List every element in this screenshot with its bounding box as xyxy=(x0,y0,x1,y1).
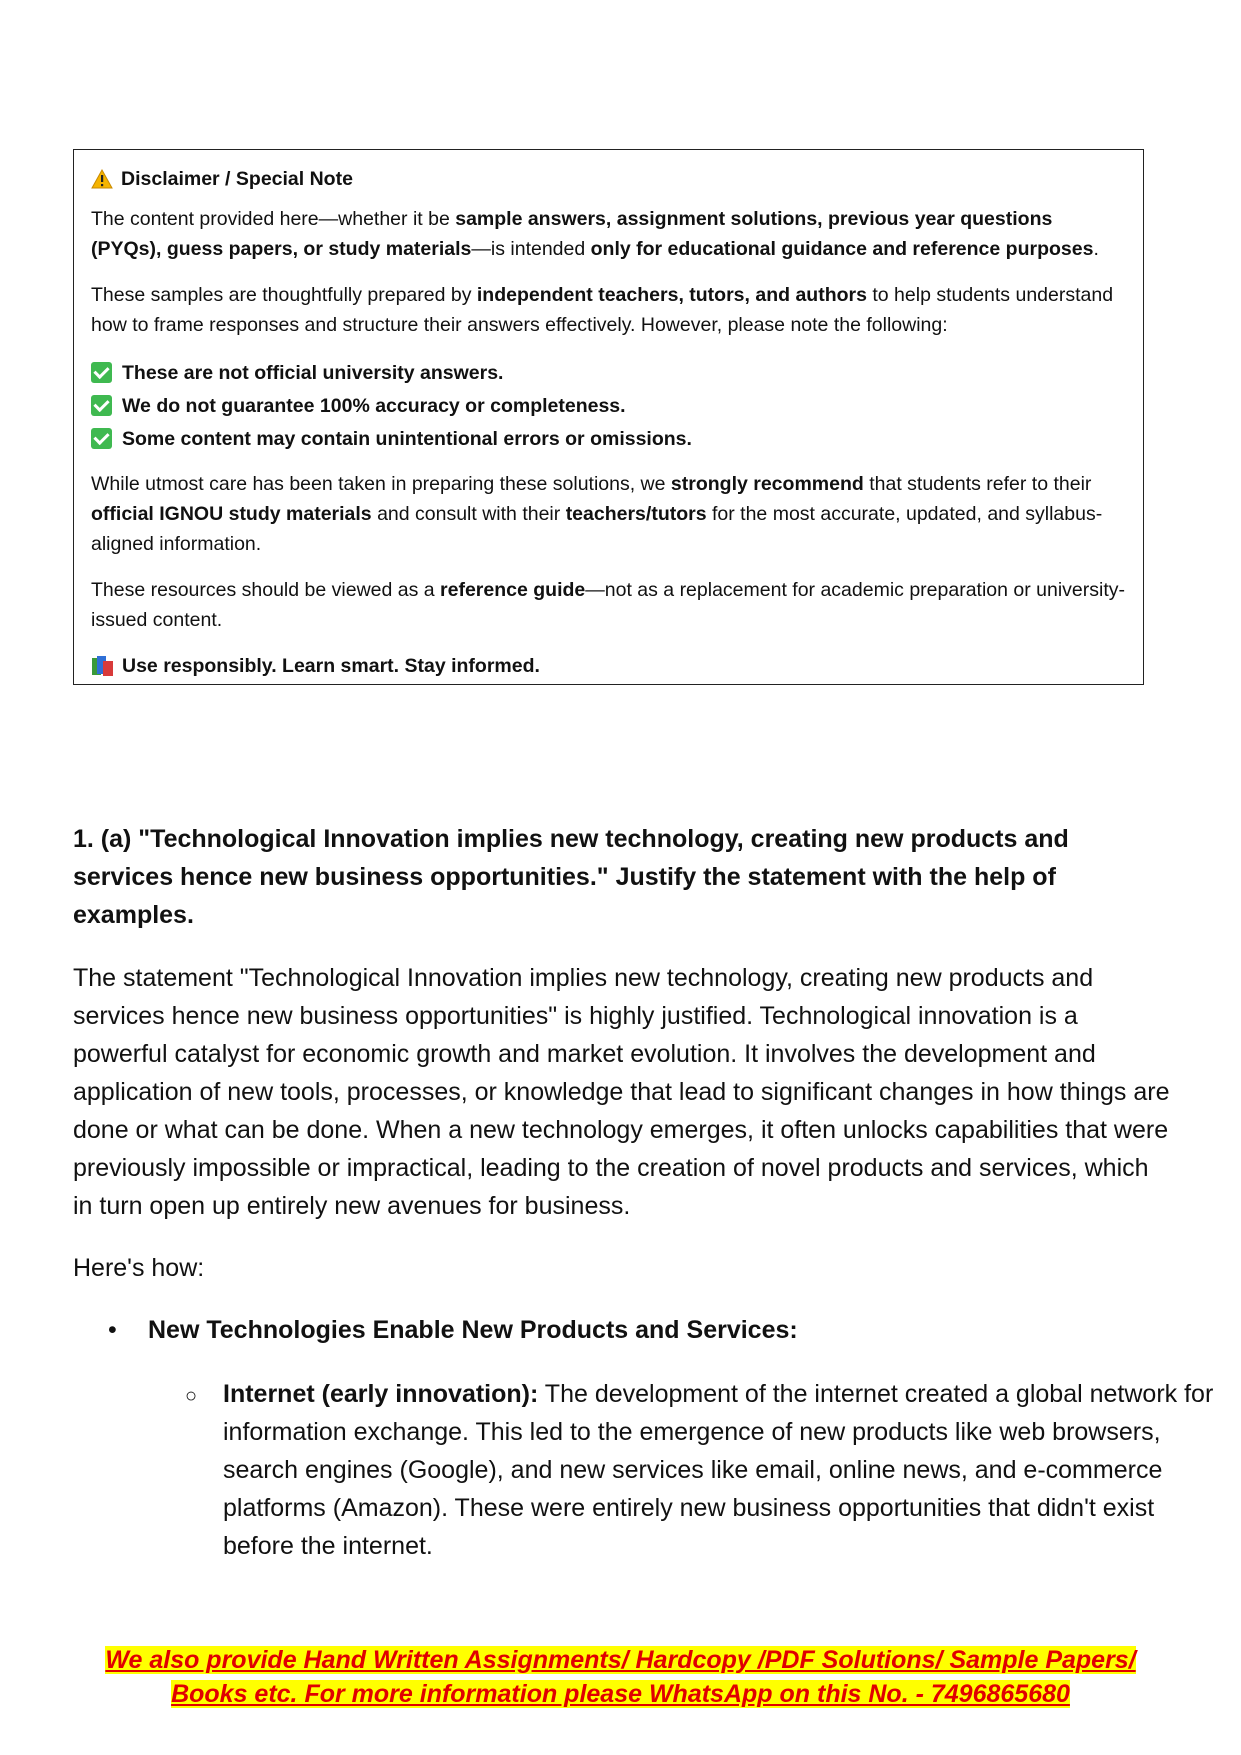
question-heading: 1. (a) "Technological Innovation implies new technology, creating new products and services hence new business opportunities." Justify the statement with the help of examples. xyxy=(73,825,1069,929)
disclaimer-box xyxy=(73,149,1144,685)
promo-banner xyxy=(0,1643,1241,1711)
promo-line-1: We also provide Hand Written Assignments/ Hardcopy /PDF Solutions/ Sample Papers/ xyxy=(105,1646,1136,1674)
warning-icon xyxy=(91,169,113,189)
disclaimer-title-text: Disclaimer / Special Note xyxy=(121,168,353,190)
check-mark-icon xyxy=(91,395,112,416)
circle-bullet-icon: ○ xyxy=(185,1385,198,1407)
check-item: We do not guarantee 100% accuracy or completeness. xyxy=(91,389,1126,422)
heres-how-text: Here's how: xyxy=(73,1254,205,1282)
disclaimer-paragraph-4: These resources should be viewed as a reference guide—not as a replacement for academic preparation or university-issued content. xyxy=(91,579,1126,631)
check-mark-icon xyxy=(91,428,112,449)
intro-paragraph: The statement "Technological Innovation implies new technology, creating new products and services hence new business opportunities" is highly justified. Technological innovation is a powerful catalyst for economic growth and market evolution. It involves the development and application of new tools, processes, or knowledge that lead to significant changes in how things are done or what can be done. When a new technology emerges, it often unlocks capabilities that were previously impossible or impractical, leading to the creation of novel products and services, which in turn open up entirely new avenues for business. xyxy=(73,964,1170,1220)
check-item: These are not official university answers. xyxy=(91,356,1126,389)
disclaimer-check-list xyxy=(91,356,1126,455)
check-item: Some content may contain unintentional errors or omissions. xyxy=(91,422,1126,455)
promo-line-2: Books etc. For more information please WhatsApp on this No. - 7496865680 xyxy=(171,1680,1070,1708)
disclaimer-paragraph-2: These samples are thoughtfully prepared by independent teachers, tutors, and authors to help students understand how to frame responses and structure their answers effectively. However, please note the following: xyxy=(91,284,1114,336)
bullet-dot-icon: • xyxy=(108,1316,117,1344)
bullet-item: • New Technologies Enable New Products and Services: xyxy=(73,1311,1173,1349)
answer-content xyxy=(73,820,1214,1565)
disclaimer-paragraph-1: The content provided here—whether it be sample answers, assignment solutions, previous year questions (PYQs), guess papers, or study materials—is intended only for educational guidance and reference purposes. xyxy=(91,208,1099,260)
disclaimer-footer: Use responsibly. Learn smart. Stay informed. xyxy=(91,651,1126,681)
books-icon xyxy=(91,655,115,677)
disclaimer-paragraph-3: While utmost care has been taken in preparing these solutions, we strongly recommend that students refer to their official IGNOU study materials and consult with their teachers/tutors for the most accurate, updated, and syllabus-aligned information. xyxy=(91,473,1103,555)
check-mark-icon xyxy=(91,362,112,383)
disclaimer-title xyxy=(91,164,1126,194)
sub-bullet-item: ○ Internet (early innovation): The development of the internet created a global network for information exchange. This led to the emergence of new products like web browsers, search engines (Google), and new services like email, online news, and e-commerce platforms (Amazon). These were entirely new business opportunities that didn't exist before the internet. xyxy=(73,1375,1223,1565)
